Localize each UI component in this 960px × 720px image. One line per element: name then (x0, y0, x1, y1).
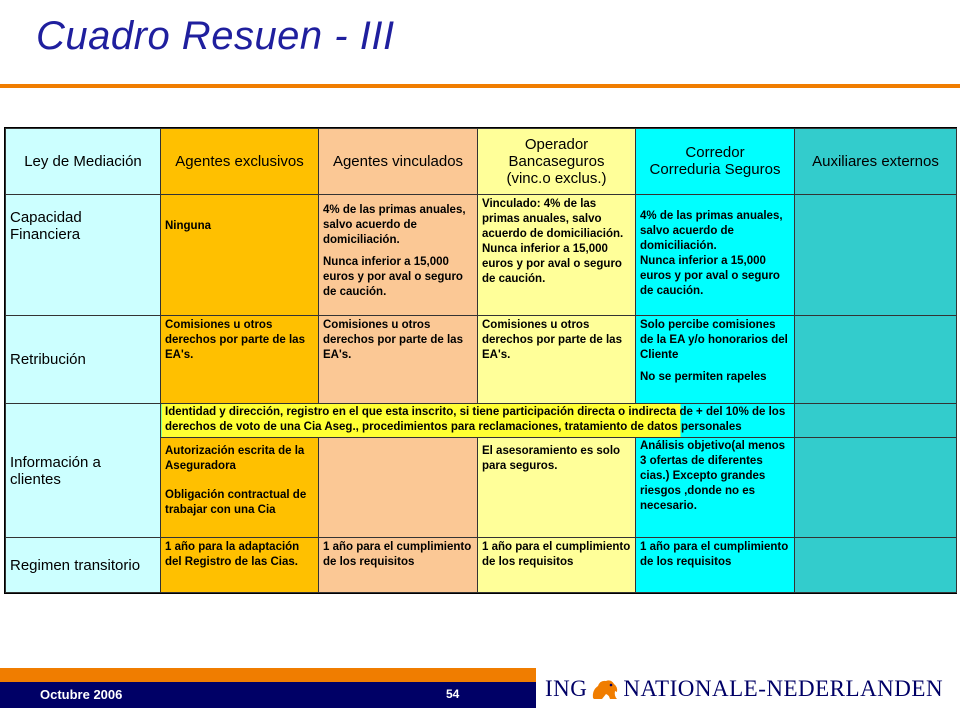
cell-text: El asesoramiento es solo para seguros. (482, 444, 621, 472)
cell-capacidad-operador (478, 194, 636, 315)
cell-text: Análisis objetivo(al menos 3 ofertas de diferentes cias.) Excepto grandes riesgos ,donde no es necesario. (640, 439, 786, 512)
row-label-line: clientes (10, 470, 61, 488)
cell-capacidad-exclusivos (161, 194, 319, 315)
header-row (6, 129, 957, 195)
cell-informacion-vinculados (319, 437, 478, 538)
cell-text: Comisiones u otros derechos por parte de las EA's. (323, 318, 463, 361)
cell-regimen-auxiliares (795, 538, 957, 593)
cell-capacidad-auxiliares (795, 194, 957, 315)
cell-informacion-auxiliares (795, 437, 957, 538)
cell-text: Obligación contractual de trabajar con una Cia (165, 488, 307, 516)
cell-text: Nunca inferior a 15,000 euros y por aval o seguro de caución. (640, 254, 780, 297)
header-corredor-line: Corredor (685, 144, 745, 162)
header-operador-line: Bancaseguros (508, 152, 605, 170)
cell-regimen-exclusivos (161, 538, 319, 593)
row-capacidad (6, 194, 957, 315)
row-label-line: Financiera (10, 225, 81, 243)
cell-informacion-auxiliares-top (795, 404, 957, 437)
cell-text: 4% de las primas anuales, salvo acuerdo de domiciliación. (640, 209, 783, 252)
header-operador (478, 129, 636, 195)
header-law: Ley de Mediación (6, 129, 161, 195)
cell-retribucion-corredor (636, 315, 795, 404)
title-divider (0, 84, 960, 88)
cell-informacion-exclusivos (161, 437, 319, 538)
cell-informacion-corredor (636, 437, 795, 538)
header-corredor (636, 129, 795, 195)
row-label-regimen: Regimen transitorio (6, 538, 161, 593)
cell-text: Nunca inferior a 15,000 euros y por aval o seguro de caución. (323, 255, 463, 298)
logo-text-nn: NATIONALE-NEDERLANDEN (623, 676, 944, 701)
cell-text: Solo percibe comisiones de la EA y/o honorarios del Cliente (640, 318, 788, 361)
company-logo (545, 672, 945, 706)
comparison-table (4, 127, 957, 594)
cell-retribucion-operador (478, 315, 636, 404)
cell-capacidad-corredor (636, 194, 795, 315)
cell-text: 4% de las primas anuales, salvo acuerdo de domiciliación. (323, 203, 466, 246)
header-vinculados: Agentes vinculados (319, 129, 478, 195)
cell-regimen-corredor (636, 538, 795, 593)
lion-icon (590, 676, 620, 702)
row-label-informacion (6, 404, 161, 538)
row-label-retribucion: Retribución (6, 315, 161, 404)
cell-retribucion-auxiliares (795, 315, 957, 404)
cell-retribucion-exclusivos (161, 315, 319, 404)
footer-date: Octubre 2006 (40, 687, 123, 702)
cell-text: 1 año para el cumplimiento de los requisitos (640, 541, 789, 569)
header-operador-line: Operador (524, 135, 589, 153)
cell-text: 1 año para la adaptación del Registro de las Cias. (165, 541, 300, 569)
cell-text: Nunca inferior a 15,000 euros y por aval o seguro de caución. (482, 242, 622, 285)
header-exclusivos: Agentes exclusivos (161, 129, 319, 195)
cell-informacion-shared (161, 404, 795, 437)
header-auxiliares: Auxiliares externos (795, 129, 957, 195)
row-label-capacidad (6, 194, 161, 315)
page-number: 54 (446, 687, 460, 701)
cell-regimen-vinculados (319, 538, 478, 593)
row-label-line: Información a (10, 453, 101, 471)
cell-text: Identidad y dirección, registro en el que esta inscrito, si tiene participación directa o indirecta de + del 10% de los derechos de voto de una Cia Aseg., procedimientos para reclamaciones, tratamiento de datos personales (165, 406, 786, 434)
cell-text: Comisiones u otros derechos por parte de las EA's. (482, 318, 622, 361)
cell-text: 1 año para el cumplimiento de los requisitos (482, 541, 631, 569)
logo-text-ing: ING (545, 676, 588, 701)
cell-text: Ninguna (165, 219, 211, 232)
footer-accent-bar (0, 668, 536, 682)
row-label-line: Capacidad (10, 208, 82, 226)
cell-text: Comisiones u otros derechos por parte de las EA's. (165, 318, 305, 361)
header-corredor-line: Correduria Seguros (649, 161, 781, 179)
header-operador-line: (vinc.o exclus.) (506, 169, 607, 187)
row-retribucion (6, 315, 957, 404)
cell-text: No se permiten rapeles (640, 370, 767, 383)
cell-retribucion-vinculados (319, 315, 478, 404)
slide-title: Cuadro Resuen - III (36, 14, 395, 58)
row-regimen (6, 538, 957, 593)
row-informacion-shared (6, 404, 957, 437)
cell-text: 1 año para el cumplimiento de los requisitos (323, 541, 472, 569)
cell-text: Autorización escrita de la Aseguradora (165, 444, 305, 472)
cell-capacidad-vinculados (319, 194, 478, 315)
cell-regimen-operador (478, 538, 636, 593)
cell-text: Vinculado: 4% de las primas anuales, salvo acuerdo de domiciliación. (482, 197, 624, 240)
cell-informacion-operador (478, 437, 636, 538)
